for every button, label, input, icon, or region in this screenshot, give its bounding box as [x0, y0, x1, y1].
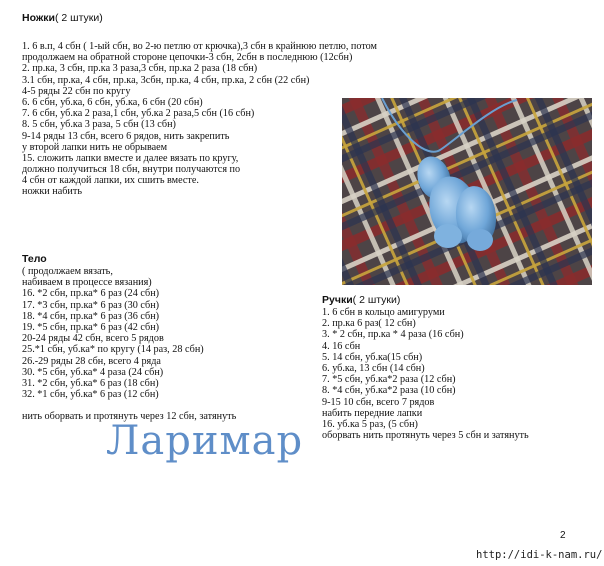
instruction-line: 26.-29 ряды 28 сбн, всего 4 ряда — [22, 355, 161, 367]
legs-note: ( 2 штуки) — [55, 12, 103, 24]
instruction-line — [22, 400, 236, 411]
instruction-line: 20-24 ряды 42 сбн, всего 5 рядов — [22, 333, 164, 345]
instruction-line: должно получиться 18 сбн, внутри получаются по — [22, 164, 241, 176]
instruction-line: 15. сложить лапки вместе и далее вязать по кругу, — [22, 152, 239, 164]
instruction-line: 3. * 2 сбн, пр.ка * 4 раза (16 сбн) — [322, 329, 464, 341]
instruction-line: 19. *5 сбн, пр.ка* 6 раз (42 сбн) — [22, 321, 160, 333]
instruction-line: 4-5 ряды 22 сбн по кругу — [22, 85, 131, 97]
instruction-line: 17. *3 сбн, пр.ка* 6 раз (30 сбн) — [22, 299, 160, 311]
legs-instructions — [22, 41, 377, 198]
instruction-line: 16. *2 сбн, пр.ка* 6 раз (24 сбн) — [22, 288, 160, 300]
arms-instructions — [322, 307, 529, 441]
legs-title: Ножки — [22, 12, 56, 24]
instruction-line: 32. *1 сбн, уб.ка* 6 раз (12 сбн) — [22, 389, 159, 401]
instruction-line: 2. пр.ка 6 раз( 12 сбн) — [322, 318, 416, 330]
instruction-line: 7. *5 сбн, уб.ка*2 раза (12 сбн) — [322, 374, 456, 386]
instruction-line: 31. *2 сбн, уб.ка* 6 раз (18 сбн) — [22, 377, 159, 389]
instruction-line: 4. 16 сбн — [322, 340, 361, 352]
instruction-line: 8. *4 сбн, уб.ка*2 раза (10 сбн) — [322, 385, 456, 397]
instruction-line: 7. 6 сбн, уб.ка 2 раза,1 сбн, уб.ка 2 раза,5 сбн (16 сбн) — [22, 108, 255, 120]
instruction-line: 18. *4 сбн, пр.ка* 6 раз (36 сбн) — [22, 310, 160, 322]
instruction-line: 1. 6 в.п, 4 сбн ( 1-ый сбн, во 2-ю петлю от крючка),3 сбн в крайнюю петлю, потом — [22, 41, 377, 52]
crochet-legs-photo — [342, 98, 592, 285]
instruction-line: 1. 6 сбн в кольцо амигуруми — [322, 307, 445, 318]
instruction-line: набиваем в процессе вязания) — [22, 277, 152, 289]
instruction-line: 25.*1 сбн, уб.ка* по кругу (14 раз, 28 сбн) — [22, 344, 204, 356]
instruction-line: 3.1 сбн, пр.ка, 4 сбн, пр.ка, 3сбн, пр.ка, 4 сбн, пр.ка, 2 сбн (22 сбн) — [22, 74, 310, 86]
site-url-link[interactable]: http://idi-k-nam.ru/ — [476, 549, 603, 561]
instruction-line: 6. 6 сбн, уб.ка, 6 сбн, уб.ка, 6 сбн (20 сбн) — [22, 96, 203, 108]
instruction-line: 9-15 10 сбн, всего 7 рядов — [322, 396, 435, 408]
instruction-line: 5. 14 сбн, уб.ка(15 сбн) — [322, 351, 423, 363]
body-heading — [22, 253, 47, 265]
instruction-line: 8. 5 сбн, уб.ка 3 раза, 5 сбн (13 сбн) — [22, 119, 176, 131]
body-instructions — [22, 266, 236, 423]
watermark-larimar: Ларимар — [106, 418, 304, 464]
body-title: Тело — [22, 253, 47, 265]
instruction-line: 4 сбн от каждой лапки, их сшить вместе. — [22, 175, 199, 187]
instruction-line: нить оборвать и протянуть через 12 сбн, затянуть — [22, 411, 237, 423]
instruction-line: у второй лапки нить не обрываем — [22, 141, 168, 153]
instruction-line: продолжаем на обратной стороне цепочки-3 сбн, 2сбн в последнюю (12сбн) — [22, 52, 353, 64]
instruction-line: 6. уб.ка, 13 сбн (14 сбн) — [322, 362, 425, 374]
instruction-line: 16. уб.ка 5 раз, (5 сбн) — [322, 418, 418, 430]
instruction-line: ( продолжаем вязать, — [22, 266, 113, 277]
arms-heading — [322, 294, 400, 306]
instruction-line: 9-14 ряды 13 сбн, всего 6 рядов, нить закрепить — [22, 130, 230, 142]
legs-heading — [22, 12, 103, 24]
page-number: 2 — [560, 530, 566, 541]
instruction-line: ножки набить — [22, 186, 82, 198]
instruction-line: набить передние лапки — [322, 407, 423, 419]
instruction-line: 2. пр.ка, 3 сбн, пр.ка 3 раза,3 сбн, пр.ка 2 раза (18 сбн) — [22, 63, 258, 75]
instruction-line: оборвать нить протянуть через 5 сбн и затянуть — [322, 430, 529, 442]
instruction-line: 30. *5 сбн, уб.ка* 4 раза (24 сбн) — [22, 366, 164, 378]
arms-title: Ручки — [322, 294, 353, 306]
arms-note: ( 2 штуки) — [352, 294, 401, 306]
